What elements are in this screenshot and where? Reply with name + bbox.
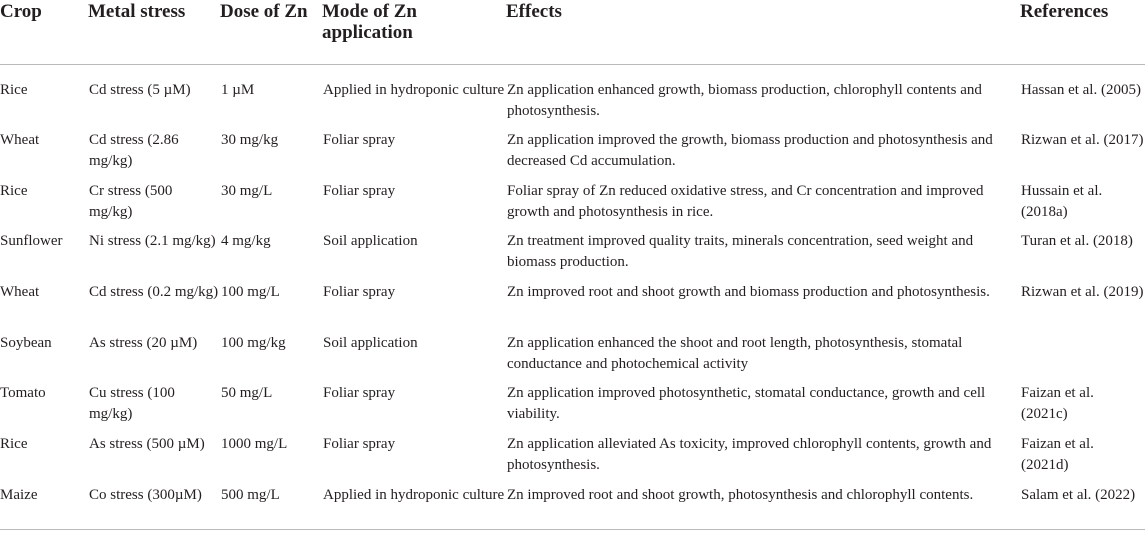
header-effects: Effects [506, 0, 1020, 64]
dose-cell: 100 mg/kg [221, 334, 286, 351]
effects-cell: Zn application improved photosynthetic, stomatal conductance, growth and cell viability. [507, 385, 986, 423]
dose-cell: 500 mg/L [220, 479, 322, 530]
table-row [0, 428, 1145, 479]
effects-cell: Foliar spray of Zn reduced oxidative stress, and Cr concentration and improved growth and photosynthesis in rice. [507, 182, 984, 220]
table-row [0, 225, 1145, 276]
metal-stress-cell: Cd stress (5 µM) [89, 81, 191, 98]
table-row [0, 377, 1145, 428]
effects-cell: Zn application enhanced growth, biomass production, chlorophyll contents and photosynthesis. [507, 81, 982, 119]
reference-cell: Hussain et al. (2018a) [1021, 182, 1103, 220]
crop-cell: Rice [0, 182, 28, 199]
mode-cell: Applied in hydroponic culture [323, 81, 505, 98]
dose-cell: 100 mg/L [221, 284, 280, 301]
header-references: References [1020, 0, 1145, 64]
effects-cell: Zn application alleviated As toxicity, improved chlorophyll contents, growth and photosynthesis. [507, 436, 992, 474]
table-body [0, 64, 1145, 530]
mode-cell: Foliar spray [323, 132, 396, 148]
crop-cell: Maize [0, 479, 88, 530]
mode-cell: Foliar spray [323, 182, 396, 199]
table-row [0, 479, 1145, 530]
effects-cell: Zn treatment improved quality traits, minerals concentration, seed weight and biomass production. [507, 233, 974, 271]
header-dose-of-zn: Dose of Zn [220, 0, 322, 64]
mode-cell: Applied in hydroponic culture [322, 479, 506, 530]
effects-cell: Zn improved root and shoot growth and biomass production and photosynthesis. [507, 284, 990, 301]
crop-cell: Wheat [0, 284, 40, 301]
crop-cell: Tomato [0, 385, 46, 402]
header-crop: Crop [0, 0, 88, 64]
effects-cell: Zn improved root and shoot growth, photosynthesis and chlorophyll contents. [506, 479, 1020, 530]
reference-cell: Rizwan et al. (2019) [1021, 284, 1144, 301]
metal-stress-cell: As stress (20 µM) [89, 334, 198, 351]
dose-cell: 4 mg/kg [221, 233, 271, 250]
reference-cell: Turan et al. (2018) [1021, 233, 1133, 250]
metal-stress-cell: Cd stress (2.86 mg/kg) [89, 132, 179, 169]
crop-cell: Rice [0, 81, 28, 98]
effects-cell: Zn application improved the growth, biomass production and photosynthesis and decreased Cd accumulation. [507, 132, 993, 169]
reference-cell: Faizan et al. (2021c) [1021, 385, 1094, 423]
dose-cell: 1000 mg/L [221, 436, 288, 453]
mode-cell: Soil application [323, 233, 418, 250]
table-row [0, 276, 1145, 327]
crop-cell: Sunflower [0, 233, 63, 250]
dose-cell: 1 µM [221, 81, 255, 98]
mode-cell: Foliar spray [323, 284, 396, 301]
mode-cell: Soil application [323, 334, 418, 351]
metal-stress-cell: Ni stress (2.1 mg/kg) [89, 233, 216, 250]
header-metal-stress: Metal stress [88, 0, 220, 64]
crop-cell: Rice [0, 436, 28, 453]
reference-cell [1020, 327, 1145, 378]
reference-cell: Rizwan et al. (2017) [1021, 132, 1144, 148]
metal-stress-cell: Co stress (300µM) [88, 479, 220, 530]
table-row [0, 327, 1145, 378]
reference-cell: Hassan et al. (2005) [1021, 81, 1141, 98]
metal-stress-cell: As stress (500 µM) [89, 436, 205, 453]
mode-cell: Foliar spray [323, 436, 396, 453]
crop-cell: Soybean [0, 334, 52, 351]
reference-cell: Salam et al. (2022) [1020, 479, 1145, 530]
metal-stress-cell: Cu stress (100 mg/kg) [89, 385, 175, 423]
table-row [0, 175, 1145, 226]
dose-cell: 30 mg/kg [221, 132, 279, 148]
header-row [0, 0, 1145, 64]
metal-stress-cell: Cr stress (500 mg/kg) [89, 182, 173, 220]
mode-cell: Foliar spray [323, 385, 396, 402]
crop-cell: Wheat [0, 132, 40, 148]
dose-cell: 30 mg/L [221, 182, 273, 199]
header-mode-of-zn-application: Mode of Zn application [322, 0, 506, 64]
reference-cell: Faizan et al. (2021d) [1021, 436, 1094, 474]
effects-cell: Zn application enhanced the shoot and root length, photosynthesis, stomatal conductance and photochemical activity [507, 334, 963, 372]
metal-stress-cell: Cd stress (0.2 mg/kg) [89, 284, 219, 301]
table-row [0, 64, 1145, 124]
table-row [0, 124, 1145, 175]
dose-cell: 50 mg/L [221, 385, 273, 402]
